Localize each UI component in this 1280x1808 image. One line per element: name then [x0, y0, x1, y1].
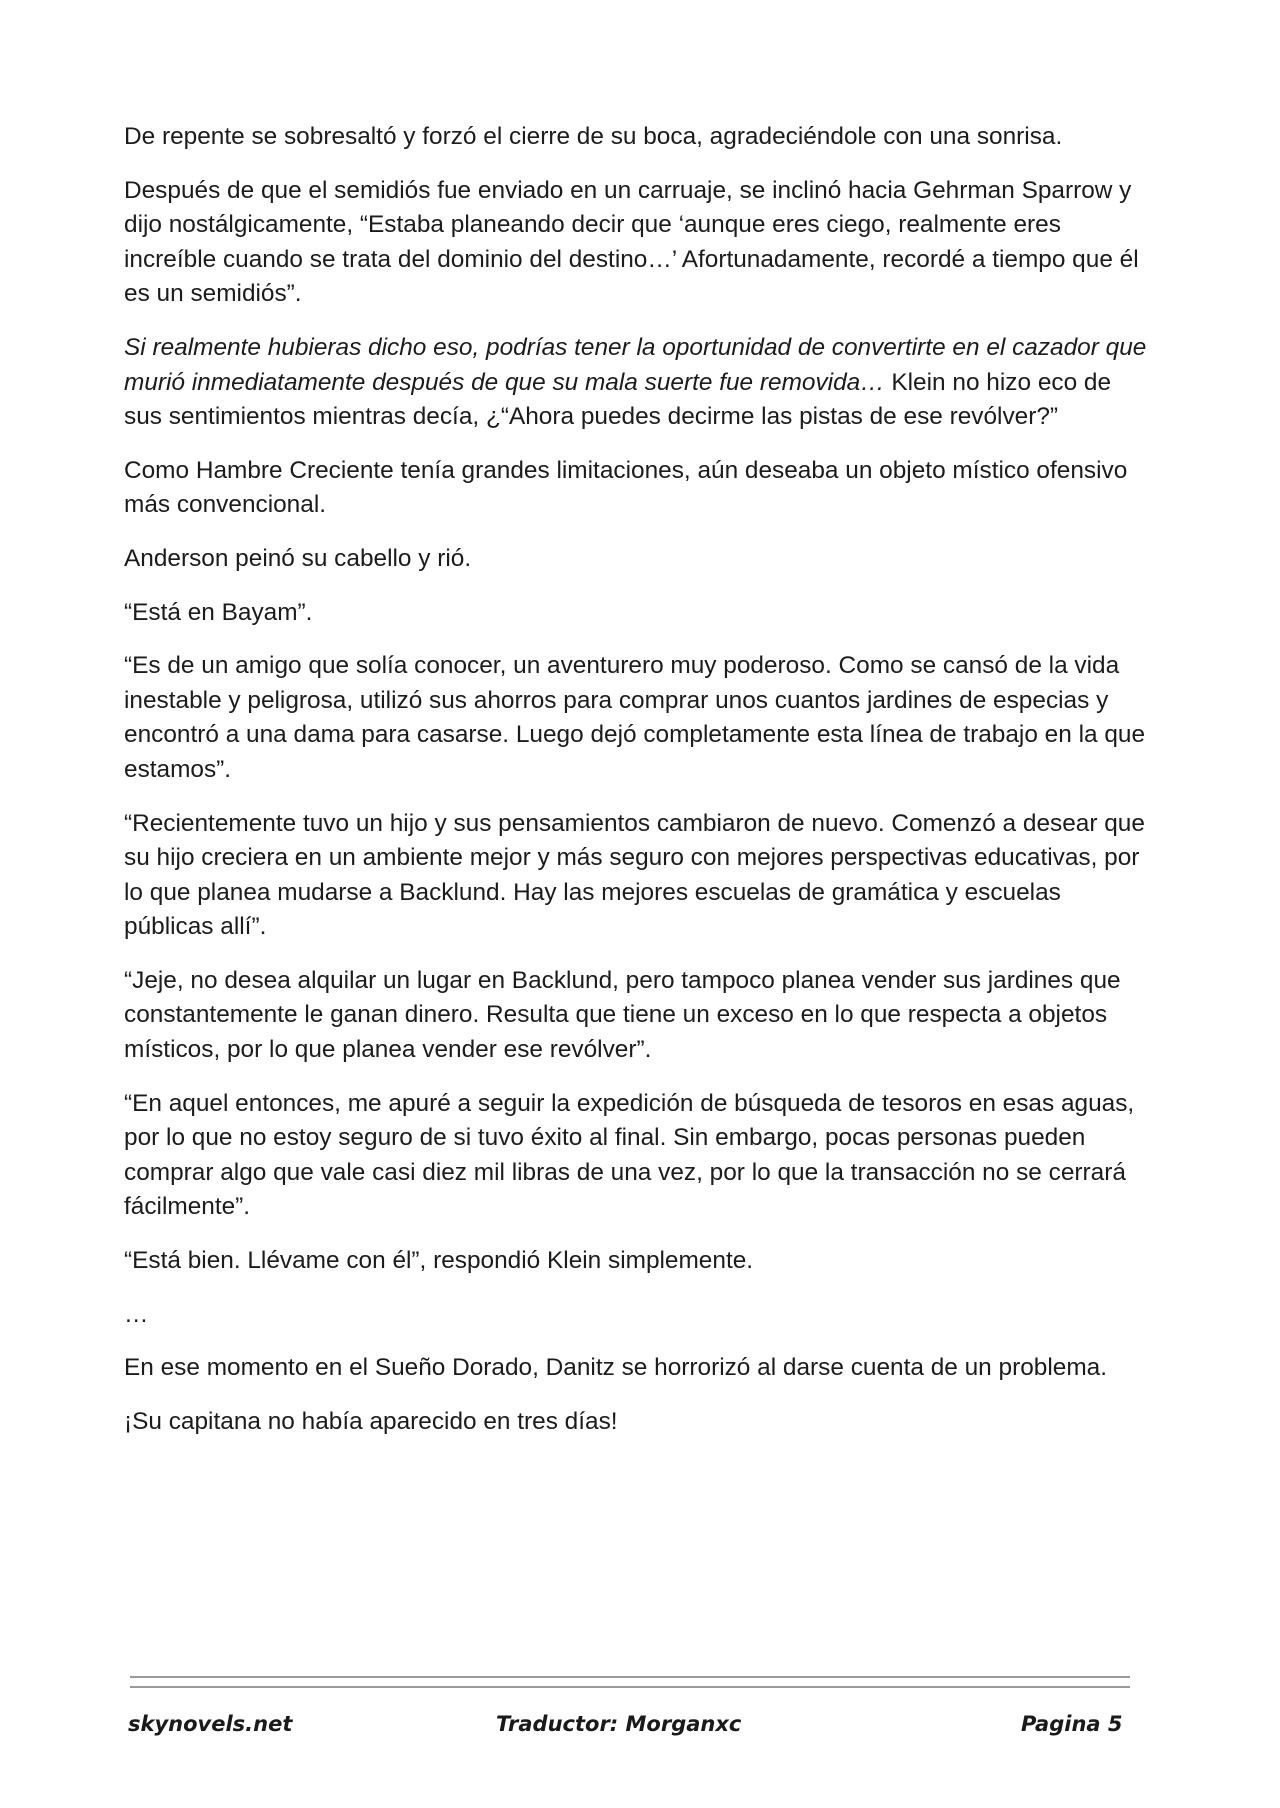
paragraph-10: “En aquel entonces, me apuré a seguir la expedición de búsqueda de tesoros en esas aguas, por lo que no estoy seguro de si tuvo éxito al final. Sin embargo, pocas personas pueden comprar algo que vale casi diez mil libras de una vez, por lo que la transacción no se cerrará fácilmente”. [124, 1089, 1135, 1221]
paragraph-12: En ese momento en el Sueño Dorado, Danitz se horrorizó al darse cuenta de un problema. [124, 1354, 1107, 1382]
footer-page-number: Pagina 5 [1021, 1712, 1123, 1736]
chapter-body [124, 120, 1154, 1458]
footer-translator: Traductor: Morganxc [496, 1712, 742, 1736]
paragraph-7: “Es de un amigo que solía conocer, un aventurero muy poderoso. Como se cansó de la vida inestable y peligrosa, utilizó sus ahorros para comprar unos cuantos jardines de especias y encontró a una dama para casarse. Luego dejó completamente esta línea de trabajo en la que estamos”. [124, 652, 1146, 783]
footer-site: skynovels.net [128, 1712, 293, 1736]
paragraph-9: “Jeje, no desea alquilar un lugar en Backlund, pero tampoco planea vender sus jardines que constantemente le ganan dinero. Resulta que tiene un exceso en lo que respecta a objetos místicos, por lo que planea vender ese revólver”. [124, 966, 1121, 1064]
paragraph-4: Como Hambre Creciente tenía grandes limitaciones, aún deseaba un objeto místico ofensivo más convencional. [124, 456, 1128, 519]
paragraph-5: Anderson peinó su cabello y rió. [124, 544, 472, 572]
scene-break: … [124, 1300, 149, 1328]
footer-divider-bottom [130, 1686, 1130, 1688]
paragraph-13: ¡Su capitana no había aparecido en tres días! [124, 1407, 618, 1435]
footer-divider-top [130, 1676, 1130, 1678]
paragraph-3-thought: Si realmente hubieras dicho eso, podrías tener la oportunidad de convertirte en el cazador que murió inmediatamente después de que su mala suerte fue removida… [124, 333, 1147, 396]
paragraph-3-speech: Klein no hizo eco de sus sentimientos mientras decía, ¿“Ahora puedes decirme las pistas de ese revólver?” [124, 368, 1112, 431]
paragraph-6: “Está en Bayam”. [124, 598, 313, 626]
paragraph-1: De repente se sobresaltó y forzó el cierre de su boca, agradeciéndole con una sonrisa. [124, 123, 1063, 150]
paragraph-3 [124, 331, 1154, 435]
paragraph-8: “Recientemente tuvo un hijo y sus pensamientos cambiaron de nuevo. Comenzó a desear que su hijo creciera en un ambiente mejor y más seguro con mejores perspectivas educativas, por lo que planea mudarse a Backlund. Hay las mejores escuelas de gramática y escuelas públicas allí”. [124, 809, 1145, 941]
paragraph-2: Después de que el semidiós fue enviado en un carruaje, se inclinó hacia Gehrman Sparrow y dijo nostálgicamente, “Estaba planeando decir que ‘aunque eres ciego, realmente eres increíble cuando se trata del dominio del destino…’ Afortunadamente, recordé a tiempo que él es un semidiós”. [124, 176, 1139, 308]
paragraph-11: “Está bien. Llévame con él”, respondió Klein simplemente. [124, 1247, 754, 1275]
